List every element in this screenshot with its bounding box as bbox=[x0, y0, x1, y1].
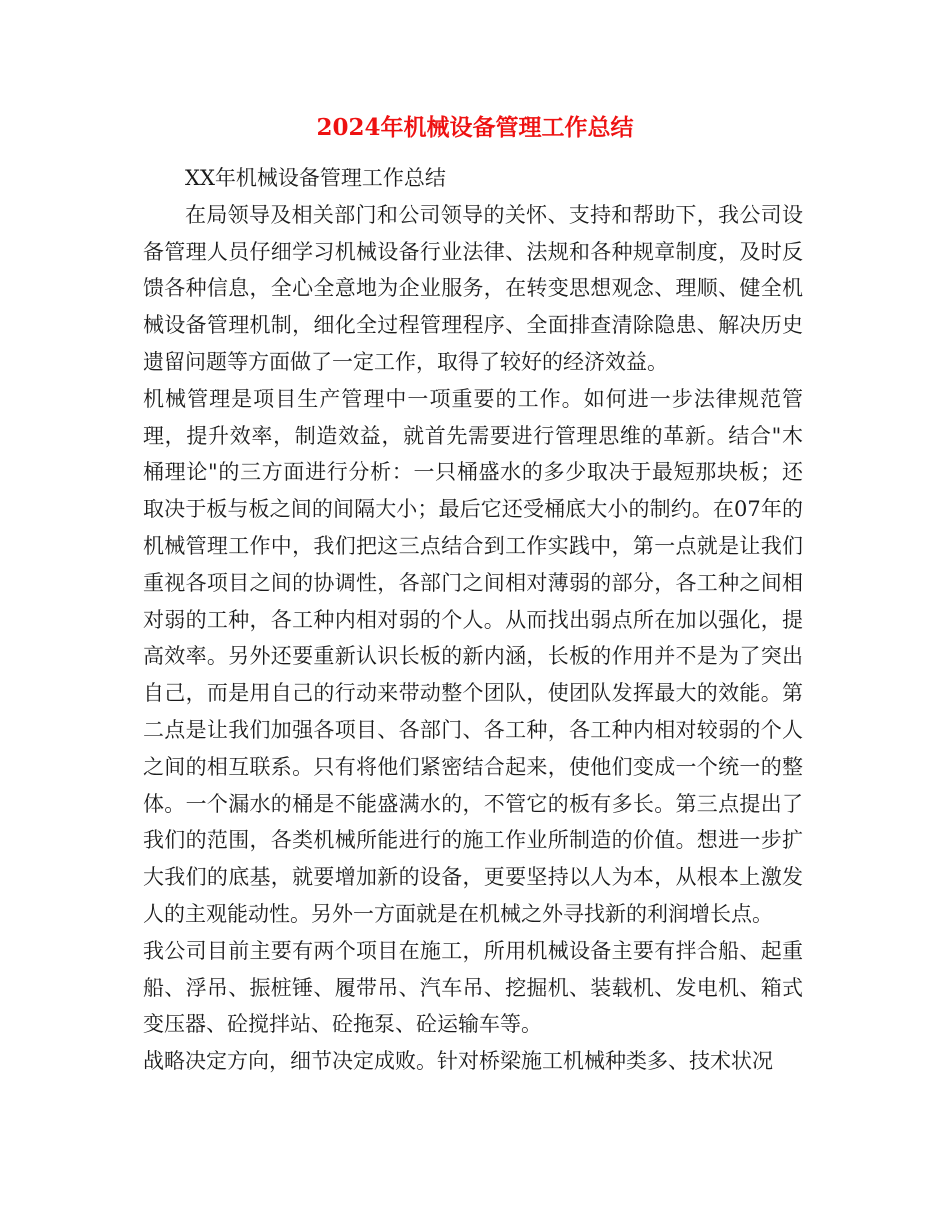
document-body bbox=[143, 160, 803, 1080]
body-paragraph-intro: 在局领导及相关部门和公司领导的关怀、支持和帮助下，我公司设备管理人员仔细学习机械设备行业法律、法规和各种规章制度，及时反馈各种信息，全心全意地为企业服务，在转变思想观念、理顺、健全机械设备管理机制，细化全过程管理程序、全面排查清除隐患、解决历史遗留问题等方面做了一定工作，取得了较好的经济效益。 bbox=[143, 202, 803, 374]
body-paragraph-subtitle: XX年机械设备管理工作总结 bbox=[185, 166, 446, 190]
body-paragraph-equipment-list: 我公司目前主要有两个项目在施工，所用机械设备主要有拌合船、起重船、浮吊、振桩锤、履带吊、汽车吊、挖掘机、装载机、发电机、箱式变压器、砼搅拌站、砼拖泵、砼运输车等。 bbox=[143, 938, 803, 1037]
body-paragraph-strategy: 战略决定方向，细节决定成败。针对桥梁施工机械种类多、技术状况 bbox=[143, 1049, 773, 1074]
document-title: 2024年机械设备管理工作总结 bbox=[316, 114, 634, 141]
body-paragraph-bucket-theory: 机械管理是项目生产管理中一项重要的工作。如何进一步法律规范管理，提升效率，制造效益，就首先需要进行管理思维的革新。结合"木桶理论"的三方面进行分析：一只桶盛水的多少取决于最短那块板；还取决于板与板之间的间隔大小；最后它还受桶底大小的制约。在07年的机械管理工作中，我们把这三点结合到工作实践中，第一点就是让我们重视各项目之间的协调性，各部门之间相对薄弱的部分，各工种之间相对弱的工种，各工种内相对弱的个人。从而找出弱点所在加以强化，提高效率。另外还要重新认识长板的新内涵，长板的作用并不是为了突出自己，而是用自己的行动来带动整个团队，使团队发挥最大的效能。第二点是让我们加强各项目、各部门、各工种，各工种内相对较弱的个人之间的相互联系。只有将他们紧密结合起来，使他们变成一个统一的整体。一个漏水的桶是不能盛满水的，不管它的板有多长。第三点提出了我们的范围，各类机械所能进行的施工作业所制造的价值。想进一步扩大我们的底基，就要增加新的设备，更要坚持以人为本，从根本上激发人的主观能动性。另外一方面就是在机械之外寻找新的利润增长点。 bbox=[143, 386, 803, 926]
